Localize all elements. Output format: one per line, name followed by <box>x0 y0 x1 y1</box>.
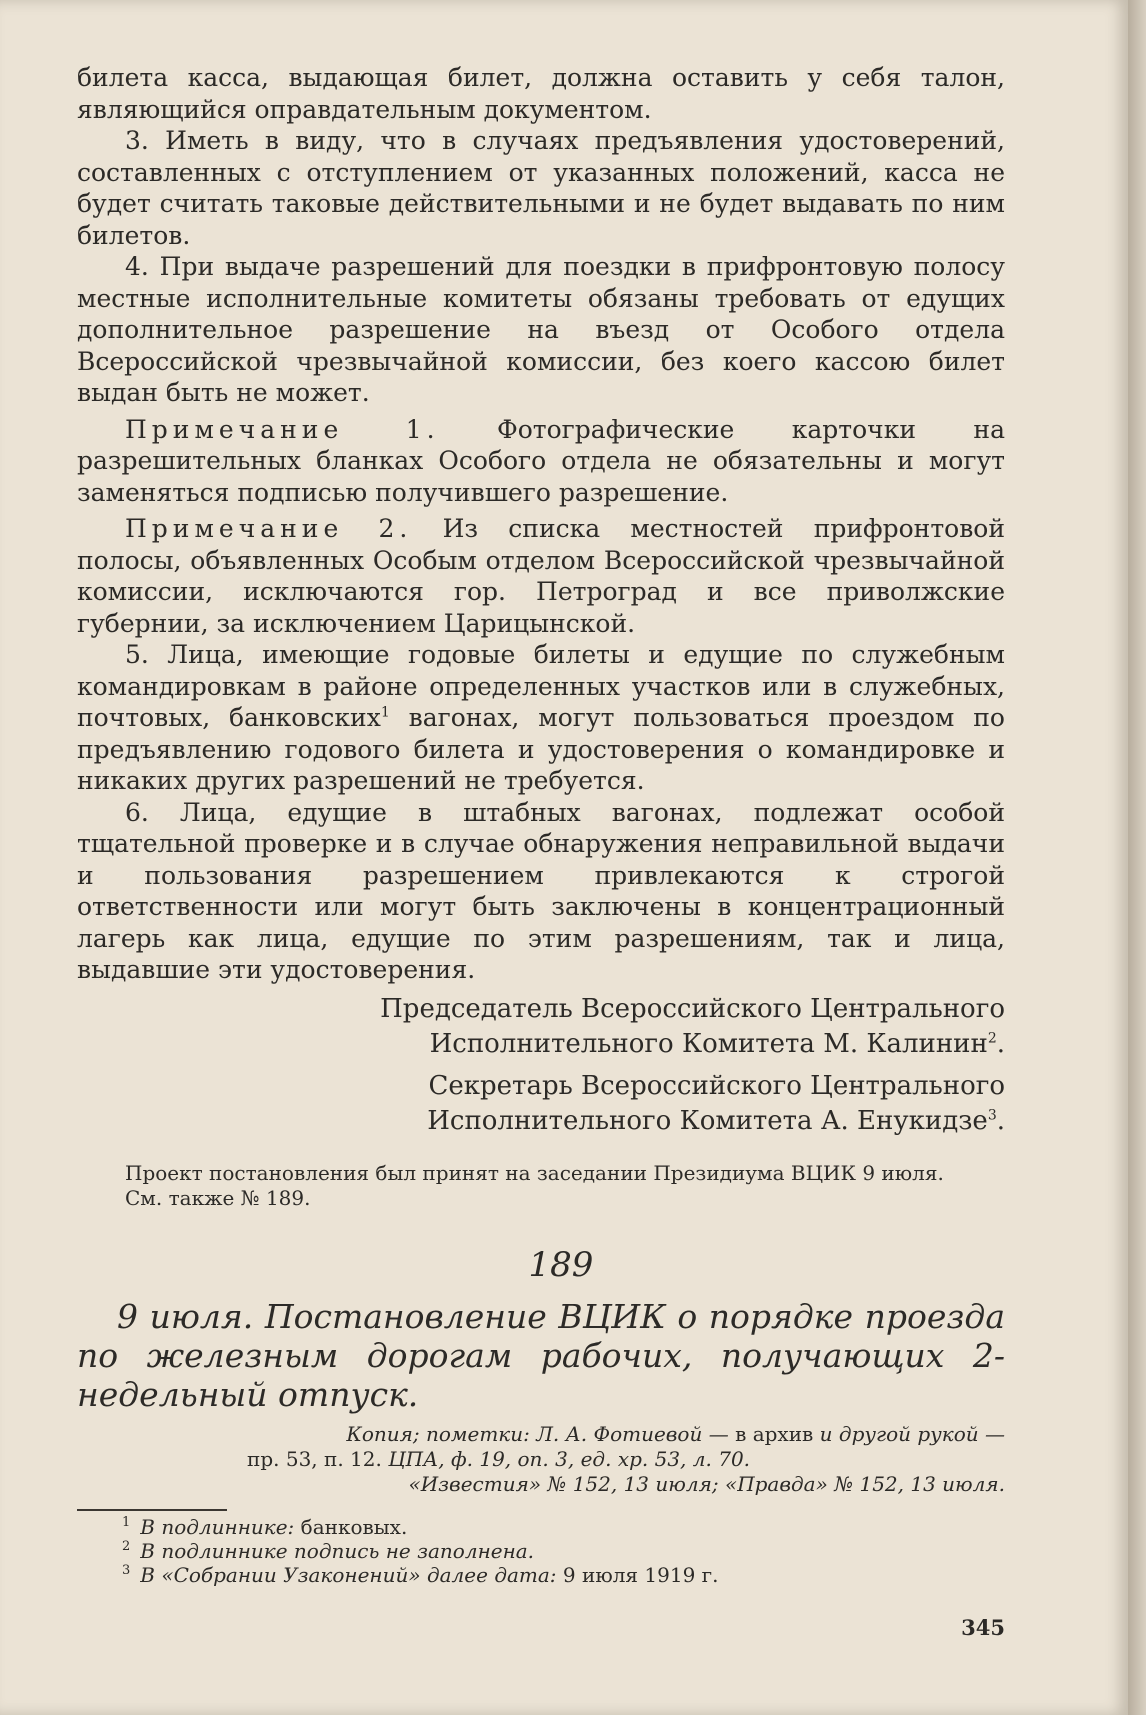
note-2-text: Из списка местностей прифронтовой полосы, объявленных Особым отделом Всероссийской чрезвычайной комиссии, исключаются гор. Петроград и все приволжские губернии, за исключением Царицынской. <box>77 514 1005 638</box>
footnote-2-number: 2 <box>122 1538 131 1554</box>
footnote-3-italic: В «Собрании Узаконений» далее дата: <box>140 1562 557 1587</box>
footnote-1-italic: В подлиннике: <box>140 1514 295 1539</box>
footnote-1-number: 1 <box>122 1514 131 1530</box>
note-1-label: Примечание 1. <box>125 414 440 444</box>
footnote-ref-2: 2 <box>987 1029 997 1046</box>
page-edge <box>1128 0 1146 1715</box>
note-2 <box>77 513 1005 639</box>
paragraph-continuation: билета касса, выдающая билет, должна оставить у себя талон, являющийся оправдательным документом. <box>77 63 1005 124</box>
paragraph-5 <box>77 639 1005 797</box>
footnote-ref-3: 3 <box>987 1106 997 1123</box>
page-content <box>77 62 1005 1640</box>
archive-publications: «Известия» № 152, 13 июля; «Правда» № 152, 13 июля. <box>408 1471 1005 1496</box>
footnote-divider <box>77 1509 227 1511</box>
archive-reference <box>77 1422 1005 1497</box>
archive-copy-plain: в архив <box>735 1421 814 1446</box>
paragraph-5-part-b: вагонах, могут пользоваться проездом по предъявлению годового билета и удостоверения о командировке и никаких других разрешений не требуется. <box>77 703 1005 795</box>
archive-line-2 <box>77 1447 1005 1472</box>
document-title: 9 июля. Постановление ВЦИК о порядке проезда по железным дорогам рабочих, получающих 2-недельный отпуск. <box>77 1296 1005 1414</box>
signature-chairman <box>77 992 1005 1062</box>
source-note-line-2: См. также № 189. <box>125 1185 311 1210</box>
paragraph-6: 6. Лица, едущие в штабных вагонах, подлежат особой тщательной проверке и в случае обнаружения неправильной выдачи и пользования разрешением привлекаются к строгой ответственности или могут быть заключены в концентрационный лагерь как лица, едущие по этим разрешениям, так и лица, выдавшие эти удостоверения. <box>77 797 1005 984</box>
secretary-line-1: Секретарь Всероссийского Центрального <box>428 1070 1005 1101</box>
paragraph-3: 3. Иметь в виду, что в случаях предъявления удостоверений, составленных с отступлением от указанных положений, касса не будет считать таковые действительными и не будет выдавать по ним билетов. <box>77 126 1005 250</box>
source-note-line-1: Проект постановления был принят на заседании Президиума ВЦИК 9 июля. <box>125 1160 944 1185</box>
archive-line-1 <box>77 1422 1005 1447</box>
source-note <box>77 1161 1005 1211</box>
footnote-ref-1: 1 <box>380 704 390 721</box>
footnote-2-italic: В подлиннике подпись не заполнена. <box>140 1538 535 1563</box>
footnote-3-plain: 9 июля 1919 г. <box>562 1562 719 1587</box>
page-number: 345 <box>961 1614 1005 1640</box>
archive-copy-tail: и другой рукой — <box>819 1421 1005 1446</box>
footnote-1 <box>77 1515 1005 1539</box>
note-1-text: Фотографические карточки на разрешительных бланках Особого отдела не обязательны и могут заменяться подписью получившего разрешение. <box>77 414 1005 507</box>
archive-copy-label: Копия; пометки: Л. А. Фотиевой — <box>346 1421 729 1446</box>
chairman-name: Исполнительного Комитета М. Калинин <box>429 1028 988 1059</box>
secretary-name: Исполнительного Комитета А. Енукидзе <box>427 1105 988 1136</box>
paragraph-5-part-a: 5. Лица, имеющие годовые билеты и едущие по служебным командировкам в районе определенных участков или в служебных, почтовых, банковских <box>77 640 1005 732</box>
chairman-line-1: Председатель Всероссийского Центрального <box>380 993 1005 1024</box>
paragraph-4: 4. При выдаче разрешений для поездки в прифронтовую полосу местные исполнительные комитеты обязаны требовать от едущих дополнительное разрешение на въезд от Особого отдела Всероссийской чрезвычайной комиссии, без коего кассою билет выдан быть не может. <box>77 252 1005 407</box>
footnote-3-number: 3 <box>122 1562 131 1578</box>
footnote-2 <box>77 1539 1005 1563</box>
secretary-line-2: Исполнительного Комитета А. Енукидзе$^3$. <box>427 1105 1005 1136</box>
footnote-3 <box>77 1563 1005 1587</box>
decree-body <box>77 62 1005 986</box>
note-1 <box>77 414 1005 509</box>
archive-line-3 <box>77 1472 1005 1497</box>
chairman-line-2: Исполнительного Комитета М. Калинин$^2$. <box>429 1028 1005 1059</box>
signature-secretary <box>77 1069 1005 1139</box>
archive-ref-italic: ЦПА, ф. 19, оп. 3, ед. хр. 53, л. 70. <box>388 1446 751 1471</box>
note-2-label: Примечание 2. <box>125 514 413 543</box>
footnote-1-plain: банковых. <box>300 1514 408 1539</box>
archive-ref-plain: пр. 53, п. 12. <box>247 1446 382 1471</box>
document-number: 189 <box>528 1244 594 1285</box>
